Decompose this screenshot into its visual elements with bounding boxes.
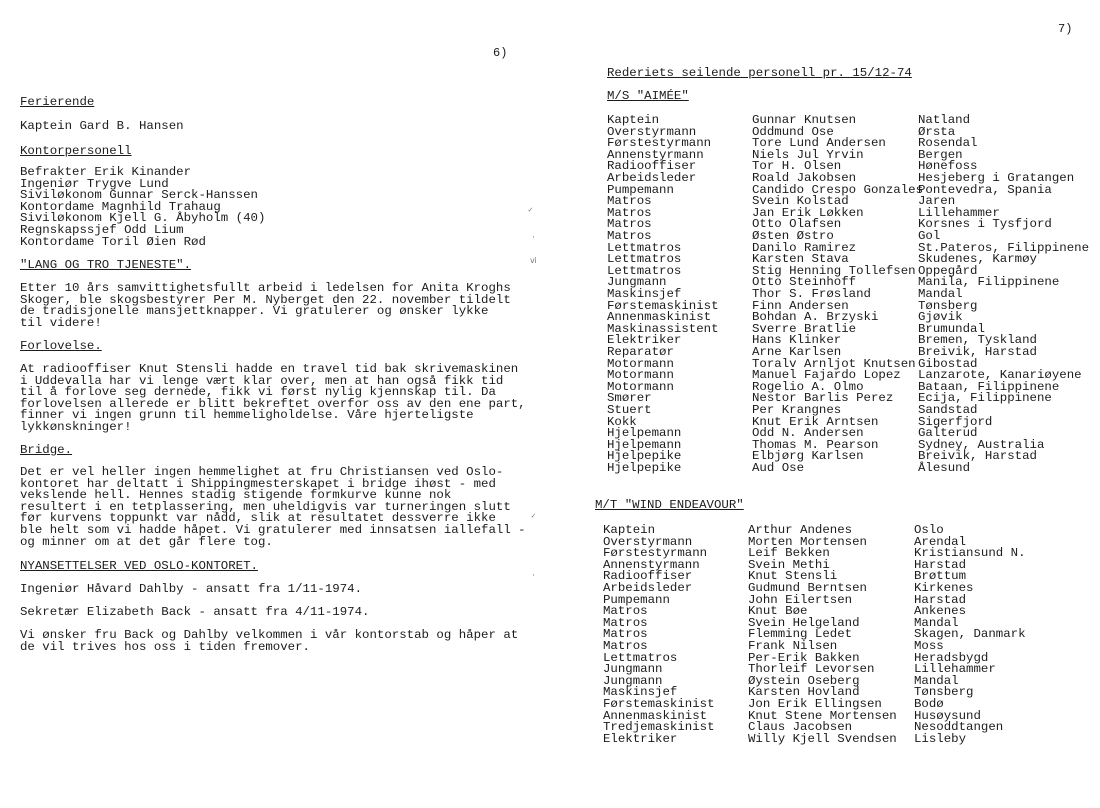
crew-hometown: Ecija, Filippinene bbox=[918, 391, 1052, 406]
crew-rank: Matros bbox=[603, 604, 648, 619]
crew-name: Knut Stene Mortensen bbox=[748, 708, 897, 723]
crew-name: Per Krangnes bbox=[752, 403, 842, 417]
crew-hometown: Sigerfjord bbox=[918, 414, 993, 429]
crew-rank: Arbeidsleder bbox=[603, 581, 693, 595]
crew-hometown: Mandal bbox=[914, 615, 959, 630]
crew-name: Claus Jacobsen bbox=[748, 720, 853, 735]
section-heading-nyansettelser: NYANSETTELSER VED OSLO-KONTORET. bbox=[20, 559, 258, 573]
crew-hometown: Harstad bbox=[914, 592, 967, 607]
crew-name: Frank Nilsen bbox=[748, 639, 838, 653]
crew-hometown: Sandstad bbox=[918, 403, 978, 417]
crew-rank: Overstyrmann bbox=[607, 124, 697, 139]
crew-hometown: Skudenes, Karmøy bbox=[918, 252, 1037, 267]
section-heading-kontorpersonell: Kontorpersonell bbox=[20, 144, 132, 158]
crew-hometown: Manila, Filippinene bbox=[918, 275, 1060, 290]
crew-rank: Førstemaskinist bbox=[607, 298, 719, 313]
crew-rank: Tredjemaskinist bbox=[603, 720, 715, 735]
crew-hometown: Lisleby bbox=[914, 731, 967, 746]
crew-hometown: Mandal bbox=[914, 673, 959, 688]
crew-rank: Jungmann bbox=[603, 673, 663, 688]
crew-hometown: Heradsbygd bbox=[914, 650, 989, 665]
crew-name: Thomas M. Pearson bbox=[752, 437, 879, 452]
crew-name: Oddmund Ose bbox=[752, 124, 834, 139]
crew-name: Svein Methi bbox=[748, 557, 830, 572]
crew-hometown: Bodø bbox=[914, 697, 944, 711]
crew-name: Knut Erik Arntsen bbox=[752, 414, 879, 429]
crew-hometown: Bataan, Filippinene bbox=[918, 379, 1060, 394]
crew-hometown: Skagen, Danmark bbox=[914, 627, 1026, 642]
crew-name: Otto Olafsen bbox=[752, 217, 842, 232]
crew-name: Øystein Oseberg bbox=[748, 673, 860, 688]
crew-hometown: Sydney, Australia bbox=[918, 437, 1045, 452]
crew-hometown: Pontevedra, Spania bbox=[918, 182, 1052, 197]
crew-hometown: Natland bbox=[918, 113, 971, 127]
scan-mark: ✓ bbox=[531, 512, 536, 521]
crew-rank: Matros bbox=[603, 627, 648, 642]
crew-name: Flemming Ledet bbox=[748, 627, 853, 642]
crew-hometown: Ørsta bbox=[918, 124, 956, 139]
crew-hometown: Tønsberg bbox=[914, 685, 974, 700]
crew-name: Otto Steinhoff bbox=[752, 275, 857, 290]
crew-rank: Overstyrmann bbox=[603, 534, 693, 549]
crew-hometown: Gibostad bbox=[918, 356, 978, 371]
section-text-lang-og-tro: Etter 10 års samvittighetsfullt arbeid i ledelsen for Anita Kroghs Skoger, ble skogsbestyrer Per M. Nyberget den 22. november tildelt de tradisjonelle mansjettknapper. Vi gratulerer og ønsker lykke til videre! bbox=[20, 281, 511, 330]
crew-name: Karsten Stava bbox=[752, 252, 849, 267]
page-number: 6) bbox=[493, 46, 508, 60]
crew-hometown: Gol bbox=[918, 229, 941, 243]
crew-name: Jan Erik Løkken bbox=[752, 205, 864, 220]
section-text-bridge: Det er vel heller ingen hemmelighet at fru Christiansen ved Oslo- kontoret har deltatt i Shippingmesterskapet i bridge ihøst - med vekslende hell. Hennes stadig stigende formkurve kunne nok resultert i en tetplassering, men uheldigvis var turneringen slutt før kurvens toppunkt var nådd, slik at resultatet dessverre ikke ble helt som vi hadde håpet. Vi gratulerer med innsatsen iallefall - og minner om at det går flere tog. bbox=[20, 465, 526, 549]
crew-name: Aud Ose bbox=[752, 461, 805, 475]
crew-rank: Matros bbox=[603, 615, 648, 630]
crew-name: Danilo Ramirez bbox=[752, 240, 857, 255]
crew-rank: Hjelpemann bbox=[607, 426, 682, 441]
crew-name: Knut Stensli bbox=[748, 569, 838, 584]
section-text-kontorpersonell: Befrakter Erik Kinander Ingeniør Trygve Lund Siviløkonom Gunnar Serck-Hanssen Kontordame Magnhild Trahaug Siviløkonom Kjell G. Åbyholm (40) Regnskapssjef Odd Lium Kontordame Toril Øien Rød bbox=[20, 165, 266, 249]
crew-rank: Matros bbox=[607, 217, 652, 232]
scan-mark: · bbox=[531, 571, 536, 580]
crew-rank: Annenstyrmann bbox=[603, 557, 700, 572]
crew-rank: Motormann bbox=[607, 368, 674, 383]
crew-hometown: Kirkenes bbox=[914, 581, 974, 595]
crew-hometown: Nesoddtangen bbox=[914, 720, 1004, 735]
right-page bbox=[545, 0, 1100, 808]
crew-name: Leif Bekken bbox=[748, 546, 830, 561]
scan-mark: ✓ bbox=[528, 206, 533, 215]
section-text-nyansettelse-2: Sekretær Elizabeth Back - ansatt fra 4/11-1974. bbox=[20, 605, 370, 619]
crew-rank: Reparatør bbox=[607, 345, 674, 359]
crew-name: Karsten Hovland bbox=[748, 685, 860, 700]
crew-name: Morten Mortensen bbox=[748, 534, 867, 549]
crew-rank: Matros bbox=[607, 205, 652, 220]
crew-rank: Smører bbox=[607, 391, 652, 406]
crew-rank: Motormann bbox=[607, 356, 674, 371]
crew-hometown: Galterud bbox=[918, 426, 978, 441]
crew-hometown: Kristiansund N. bbox=[914, 546, 1026, 561]
crew-hometown: Harstad bbox=[914, 557, 967, 572]
crew-rank: Elektriker bbox=[603, 731, 678, 746]
crew-name: John Eilertsen bbox=[748, 592, 853, 607]
crew-name: Elbjørg Karlsen bbox=[752, 449, 864, 464]
crew-rank: Annenstyrmann bbox=[607, 147, 704, 162]
crew-hometown: Husøysund bbox=[914, 708, 981, 723]
crew-rank: Førstestyrmann bbox=[607, 136, 712, 151]
crew-hometown: Breivik, Harstad bbox=[918, 449, 1037, 464]
page-number: 7) bbox=[1058, 22, 1073, 36]
crew-rank: Elektriker bbox=[607, 333, 682, 348]
crew-name: Svein Kolstad bbox=[752, 194, 849, 209]
crew-name: Hans Klinker bbox=[752, 333, 842, 348]
crew-hometown: Bergen bbox=[918, 147, 963, 162]
crew-hometown: Lanzarote, Kanariøyene bbox=[918, 368, 1082, 383]
crew-hometown: Hesjeberg i Gratangen bbox=[918, 171, 1075, 185]
crew-name: Candido Crespo Gonzales bbox=[752, 182, 924, 197]
crew-hometown: Jaren bbox=[918, 194, 956, 209]
left-page bbox=[0, 0, 545, 808]
crew-name: Nestor Barlis Perez bbox=[752, 391, 894, 406]
crew-hometown: Arendal bbox=[914, 534, 967, 549]
crew-rank: Motormann bbox=[607, 379, 674, 394]
crew-rank: Arbeidsleder bbox=[607, 171, 697, 185]
crew-hometown: Oppegård bbox=[918, 263, 978, 278]
roster-title: Rederiets seilende personell pr. 15/12-74 bbox=[607, 66, 912, 80]
crew-name: Niels Jul Yrvin bbox=[752, 147, 864, 162]
ship-name-aimee: M/S "AIMÉE" bbox=[607, 89, 689, 103]
crew-name: Tore Lund Andersen bbox=[752, 136, 886, 151]
crew-name: Manuel Fajardo Lopez bbox=[752, 368, 901, 383]
crew-rank: Matros bbox=[607, 194, 652, 209]
crew-name: Odd N. Andersen bbox=[752, 426, 864, 441]
section-text-nyansettelse-1: Ingeniør Håvard Dahlby - ansatt fra 1/11-1974. bbox=[20, 582, 363, 596]
crew-name: Rogelio A. Olmo bbox=[752, 379, 864, 394]
crew-name: Bohdan A. Brzyski bbox=[752, 310, 879, 325]
crew-rank: Annenmaskinist bbox=[607, 310, 712, 325]
crew-rank: Førstemaskinist bbox=[603, 697, 715, 711]
crew-rank: Hjelpepike bbox=[607, 461, 682, 475]
crew-rank: Matros bbox=[603, 639, 648, 653]
crew-hometown: Moss bbox=[914, 639, 944, 653]
crew-hometown: Breivik, Harstad bbox=[918, 345, 1037, 359]
crew-rank: Maskinassistent bbox=[607, 321, 719, 336]
crew-name: Finn Andersen bbox=[752, 298, 849, 313]
crew-rank: Radiooffiser bbox=[603, 569, 693, 584]
crew-rank: Førstestyrmann bbox=[603, 546, 708, 561]
section-heading-forlovelse: Forlovelse. bbox=[20, 339, 102, 353]
crew-hometown: Brumundal bbox=[918, 321, 985, 336]
crew-hometown: Oslo bbox=[914, 523, 944, 537]
crew-rank: Lettmatros bbox=[607, 263, 682, 278]
crew-hometown: Mandal bbox=[918, 287, 963, 301]
crew-hometown: Korsnes i Tysfjord bbox=[918, 217, 1052, 232]
crew-name: Arne Karlsen bbox=[752, 345, 842, 359]
crew-name: Thor S. Frøsland bbox=[752, 287, 871, 301]
crew-name: Sverre Bratlie bbox=[752, 321, 857, 336]
crew-rank: Pumpemann bbox=[607, 182, 674, 197]
ship-name-wind-endeavour: M/T "WIND ENDEAVOUR" bbox=[595, 498, 744, 512]
section-text-ferierende: Kaptein Gard B. Hansen bbox=[20, 119, 184, 133]
crew-rank: Hjelpemann bbox=[607, 437, 682, 452]
crew-hometown: Rosendal bbox=[918, 136, 978, 151]
section-text-forlovelse: At radiooffiser Knut Stensli hadde en travel tid bak skrivemaskinen i Uddevalla har vi lenge vært klar over, men at han også fikk tid til å forlove seg dernede, fikk vi først nylig kjennskap til. Da forlovelsen allerede er blitt bekreftet overfor oss av den ene part, finner vi ingen grunn til hemmeligholdelse. Våre hjerteligste lykkønskninger! bbox=[20, 362, 526, 434]
crew-name: Østen Østro bbox=[752, 229, 834, 243]
crew-name: Stig Henning Tollefsen bbox=[752, 263, 916, 278]
scan-mark: · bbox=[531, 233, 536, 242]
crew-name: Gunnar Knutsen bbox=[752, 113, 857, 127]
crew-name: Arthur Andenes bbox=[748, 523, 853, 537]
section-heading-ferierende: Ferierende bbox=[20, 95, 95, 109]
scan-mark: ⅵ bbox=[530, 257, 537, 266]
crew-rank: Lettmatros bbox=[607, 240, 682, 255]
crew-hometown: Lillehammer bbox=[914, 662, 996, 677]
crew-rank: Lettmatros bbox=[607, 252, 682, 267]
crew-hometown: Gjøvik bbox=[918, 310, 963, 325]
crew-rank: Kaptein bbox=[607, 113, 660, 127]
crew-hometown: Lillehammer bbox=[918, 205, 1000, 220]
crew-name: Willy Kjell Svendsen bbox=[748, 731, 897, 746]
crew-rank: Radiooffiser bbox=[607, 159, 697, 174]
crew-rank: Matros bbox=[607, 229, 652, 243]
crew-hometown: Ålesund bbox=[918, 461, 971, 475]
crew-hometown: St.Pateros, Filippinene bbox=[918, 240, 1090, 255]
crew-rank: Stuert bbox=[607, 403, 652, 417]
crew-hometown: Ankenes bbox=[914, 604, 967, 619]
crew-name: Per-Erik Bakken bbox=[748, 650, 860, 665]
crew-name: Jon Erik Ellingsen bbox=[748, 697, 882, 711]
section-text-velkommen: Vi ønsker fru Back og Dahlby velkommen i vår kontorstab og håper at de vil trives hos oss i tiden fremover. bbox=[20, 628, 519, 654]
crew-name: Toralv Arnljot Knutsen bbox=[752, 356, 916, 371]
crew-rank: Kaptein bbox=[603, 523, 656, 537]
crew-name: Thorleif Levorsen bbox=[748, 662, 875, 677]
crew-name: Tor H. Olsen bbox=[752, 159, 842, 174]
crew-name: Svein Helgeland bbox=[748, 615, 860, 630]
section-heading-lang-og-tro: "LANG OG TRO TJENESTE". bbox=[20, 258, 192, 272]
crew-rank: Lettmatros bbox=[603, 650, 678, 665]
crew-rank: Hjelpepike bbox=[607, 449, 682, 464]
crew-rank: Kokk bbox=[607, 414, 637, 429]
crew-hometown: Hønefoss bbox=[918, 159, 978, 174]
crew-rank: Annenmaskinist bbox=[603, 708, 708, 723]
crew-hometown: Brøttum bbox=[914, 569, 967, 584]
section-heading-bridge: Bridge. bbox=[20, 443, 73, 457]
crew-rank: Jungmann bbox=[603, 662, 663, 677]
crew-hometown: Tønsberg bbox=[918, 298, 978, 313]
crew-name: Roald Jakobsen bbox=[752, 171, 857, 185]
crew-rank: Jungmann bbox=[607, 275, 667, 290]
crew-name: Gudmund Berntsen bbox=[748, 581, 867, 595]
crew-rank: Maskinsjef bbox=[607, 287, 682, 301]
crew-hometown: Bremen, Tyskland bbox=[918, 333, 1037, 348]
crew-name: Knut Bøe bbox=[748, 604, 808, 619]
crew-rank: Maskinsjef bbox=[603, 685, 678, 700]
crew-rank: Pumpemann bbox=[603, 592, 670, 607]
